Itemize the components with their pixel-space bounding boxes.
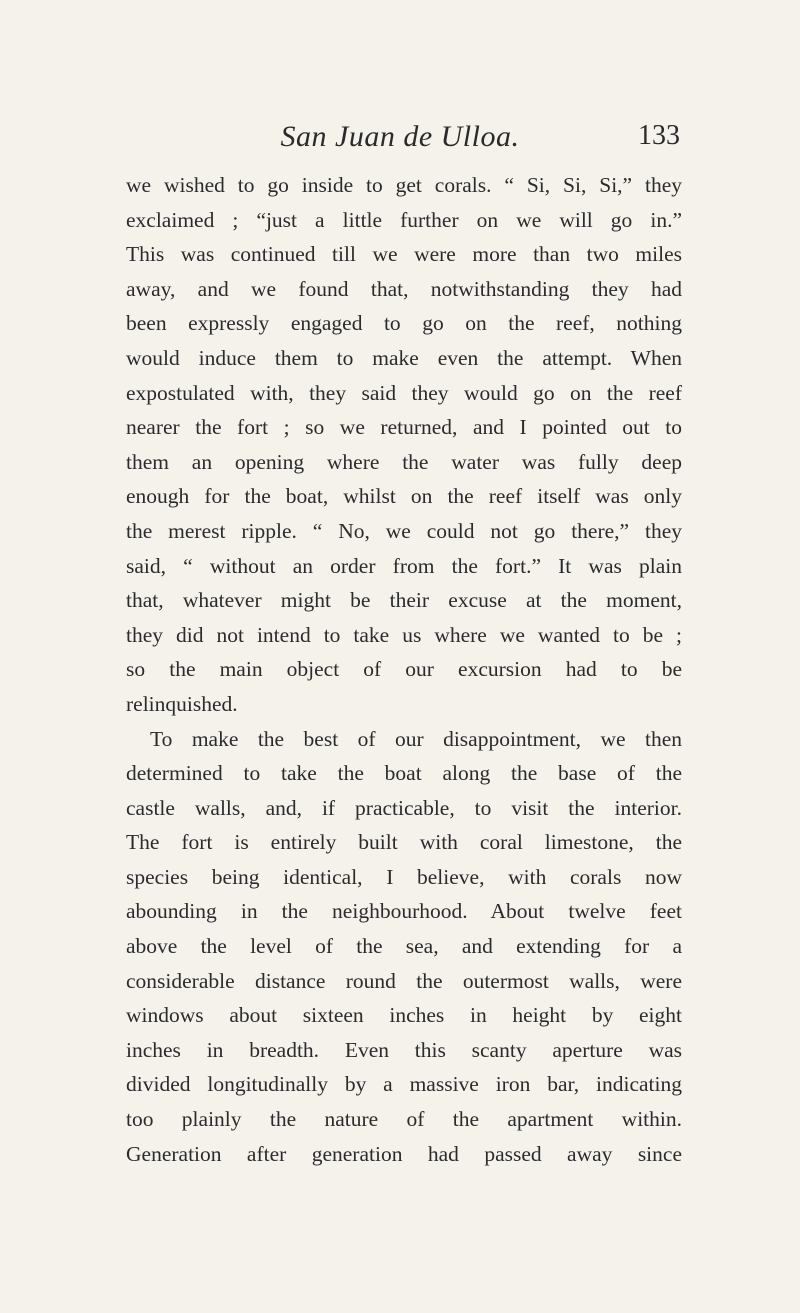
text-line: inches in breadth. Even this scanty aperture was [126,1037,682,1062]
text-line: that, whatever might be their excuse at the moment, [126,588,682,613]
text-line: To make the best of our disappointment, we then [150,726,682,751]
text-line: determined to take the boat along the base of the [126,761,682,786]
text-line: This was continued till we were more than two miles [126,242,682,267]
text-line: relinquished. [126,691,238,716]
text-line: considerable distance round the outermost walls, were [126,968,682,993]
text-line: enough for the boat, whilst on the reef itself was only [126,484,682,509]
text-line: exclaimed ; “just a little further on we will go in.” [126,207,682,232]
text-line: species being identical, I believe, with corals now [126,864,682,889]
text-line: abounding in the neighbourhood. About twelve feet [126,899,682,924]
text-line: away, and we found that, notwithstanding they had [126,276,682,301]
text-line: nearer the fort ; so we returned, and I pointed out to [126,415,682,440]
text-line: above the level of the sea, and extending for a [126,934,682,959]
page-number: 133 [638,120,680,151]
text-line: the merest ripple. “ No, we could not go there,” they [126,518,682,543]
text-line: windows about sixteen inches in height by eight [126,1003,682,1028]
text-line: too plainly the nature of the apartment within. [126,1107,682,1132]
text-line: expostulated with, they said they would go on the reef [126,380,682,405]
running-head [0,120,800,160]
text-line: so the main object of our excursion had to be [126,657,682,682]
text-line: divided longitudinally by a massive iron bar, indicating [126,1072,682,1097]
text-line: said, “ without an order from the fort.” It was plain [126,553,682,578]
text-line: been expressly engaged to go on the reef, nothing [126,311,682,336]
text-line: them an opening where the water was fully deep [126,449,682,474]
text-line: castle walls, and, if practicable, to visit the interior. [126,795,682,820]
text-line: they did not intend to take us where we wanted to be ; [126,622,682,647]
body-text [126,168,682,1171]
running-title: San Juan de Ulloa. [280,120,520,153]
text-line: The fort is entirely built with coral limestone, the [126,830,682,855]
text-line: Generation after generation had passed away since [126,1141,682,1166]
text-line: would induce them to make even the attempt. When [126,345,682,370]
text-line: we wished to go inside to get corals. “ Si, Si, Si,” they [126,173,682,197]
